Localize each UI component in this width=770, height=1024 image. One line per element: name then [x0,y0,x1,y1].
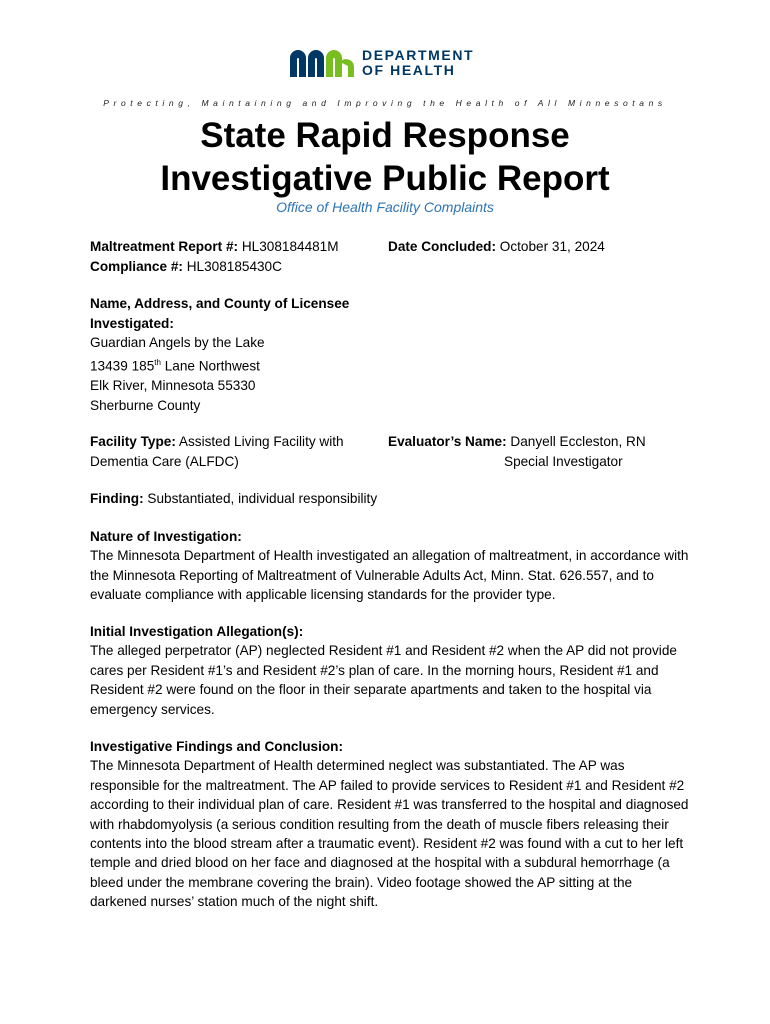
tagline: Protecting, Maintaining and Improving the Health of All Minnesotans [103,98,667,108]
title-line-2: Investigative Public Report [160,159,610,198]
licensee-city: Elk River, Minnesota 55330 [90,377,256,393]
compliance-value: HL308185430C [186,258,282,274]
licensee-label-2: Investigated: [90,315,174,331]
page-title [0,114,770,200]
date-concluded-row [388,237,605,257]
logo-line-health: OF HEALTH [362,62,456,78]
evaluator-title: Special Investigator [504,453,623,469]
licensee-label-1: Name, Address, and County of Licensee [90,296,350,311]
allegation-section [90,622,690,719]
report-numbers [90,237,339,276]
title-line-1: State Rapid Response [200,116,570,155]
finding-label: Finding: [90,491,144,506]
nature-heading: Nature of Investigation: [90,529,242,544]
page-subtitle: Office of Health Facility Complaints [276,199,494,215]
maltreatment-value: HL308184481M [241,239,339,254]
finding-row [90,489,377,509]
maltreatment-report-row [90,237,339,257]
facility-type-value-1: Assisted Living Facility with [178,434,344,449]
licensee-street: 13439 185th Lane Northwest [90,357,260,374]
evaluator-row [388,432,646,452]
mdh-logo [290,48,474,78]
facility-type-value-2: Dementia Care (ALFDC) [90,453,239,469]
licensee-name: Guardian Angels by the Lake [90,335,265,351]
licensee-county: Sherburne County [90,397,201,413]
finding-value: Substantiated, individual responsibility [147,491,378,506]
maltreatment-label: Maltreatment Report #: [90,239,239,254]
findings-heading: Investigative Findings and Conclusion: [90,739,344,754]
findings-text: The Minnesota Department of Health determined neglect was substantiated. The AP was responsible for the maltreatment. The AP failed to provide services to Resident #1 and Resident #2 according to their individual plan of care. Resident #1 was transferred to the hospital and diagnosed with rhabdomyolysis (a serious condition resulting from the death of muscle fibers releasing their contents into the blood stream after a traumatic event). Resident #2 was found with a cut to her left temple and dried blood on her face and diagnosed at the hospital with a subdural hemorrhage (a bleed under the membrane covering the brain). Video footage showed the AP sitting at the darkened nurses’ station much of the night shift. [90,758,689,910]
evaluator-name: Danyell Eccleston, RN [510,434,646,449]
compliance-label: Compliance #: [90,258,183,274]
facility-type-block [90,432,344,471]
logo-line-department: DEPARTMENT [362,47,475,63]
evaluator-label: Evaluator’s Name: [388,434,507,449]
compliance-row [90,257,339,277]
findings-section [90,737,690,912]
nature-text: The Minnesota Department of Health investigated an allegation of maltreatment, in accordance with the Minnesota Reporting of Maltreatment of Vulnerable Adults Act, Minn. Stat. 626.557, and to evaluate compliance with applicable licensing standards for the provider type. [90,548,689,603]
allegation-text: The alleged perpetrator (AP) neglected Resident #1 and Resident #2 when the AP did not provide cares per Resident #1’s and Resident #2’s plan of care. In the morning hours, Resident #1 and Resident #2 were found on the floor in their separate apartments and taken to the hospital via emergency services. [90,643,677,717]
facility-type-row [90,432,344,452]
facility-type-label: Facility Type: [90,434,176,449]
logo-wordmark [362,48,474,78]
allegation-heading: Initial Investigation Allegation(s): [90,624,304,639]
licensee-block [90,294,349,415]
date-label: Date Concluded: [388,239,496,254]
date-value: October 31, 2024 [499,239,605,254]
nature-section [90,527,690,605]
mn-logo-icon [290,48,356,78]
evaluator-block [388,432,646,471]
